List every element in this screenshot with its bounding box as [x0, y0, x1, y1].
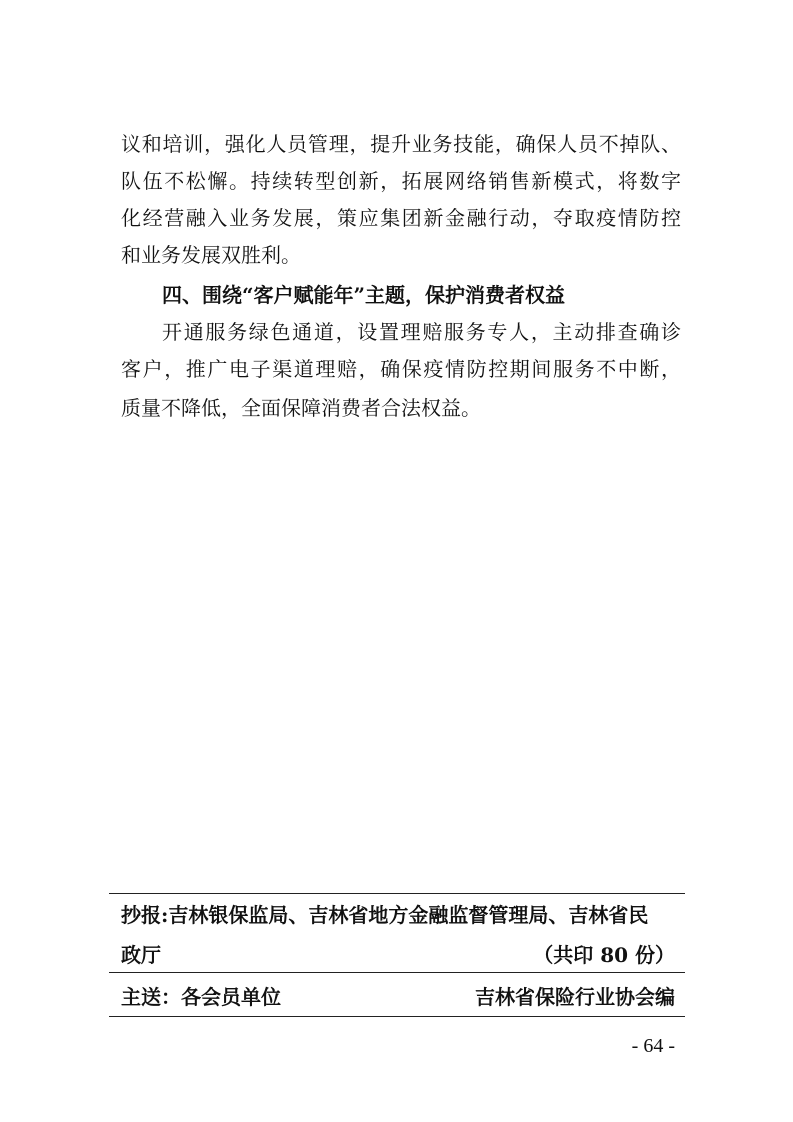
cc-label: 抄报: — [121, 903, 169, 927]
copies-count: （共印 80 份） — [533, 943, 675, 967]
paragraph-line: 队伍不松懈。持续转型创新，拓展网络销售新模式，将数字 — [121, 169, 681, 193]
footer-bottom-rule — [109, 1016, 685, 1017]
page-number: - 64 - — [631, 1035, 675, 1057]
paragraph-line: 议和培训，强化人员管理，提升业务技能，确保人员不掉队、 — [121, 132, 681, 156]
to-recipients: 各会员单位 — [181, 985, 281, 1009]
cc-recipients: 吉林银保监局、吉林省地方金融监督管理局、吉林省民 — [168, 903, 649, 927]
section-heading: 四、围绕“客户赋能年”主题，保护消费者权益 — [162, 283, 566, 307]
paragraph-line: 和业务发展双胜利。 — [121, 243, 301, 267]
paragraph-line: 开通服务绿色通道，设置理赔服务专人，主动排查确诊 — [162, 320, 681, 344]
paragraph-line: 客户，推广电子渠道理赔，确保疫情防控期间服务不中断， — [121, 357, 681, 381]
cc-recipients-continued: 政厅 — [121, 943, 161, 967]
footer-middle-rule — [109, 972, 685, 973]
cc-block-line1 — [121, 902, 648, 928]
publisher: 吉林省保险行业协会编 — [475, 985, 675, 1009]
to-label: 主送： — [121, 985, 181, 1009]
footer-top-rule — [109, 893, 685, 894]
paragraph-line: 化经营融入业务发展，策应集团新金融行动，夺取疫情防控 — [121, 206, 681, 230]
to-block — [121, 984, 281, 1010]
paragraph-line: 质量不降低，全面保障消费者合法权益。 — [121, 396, 481, 420]
